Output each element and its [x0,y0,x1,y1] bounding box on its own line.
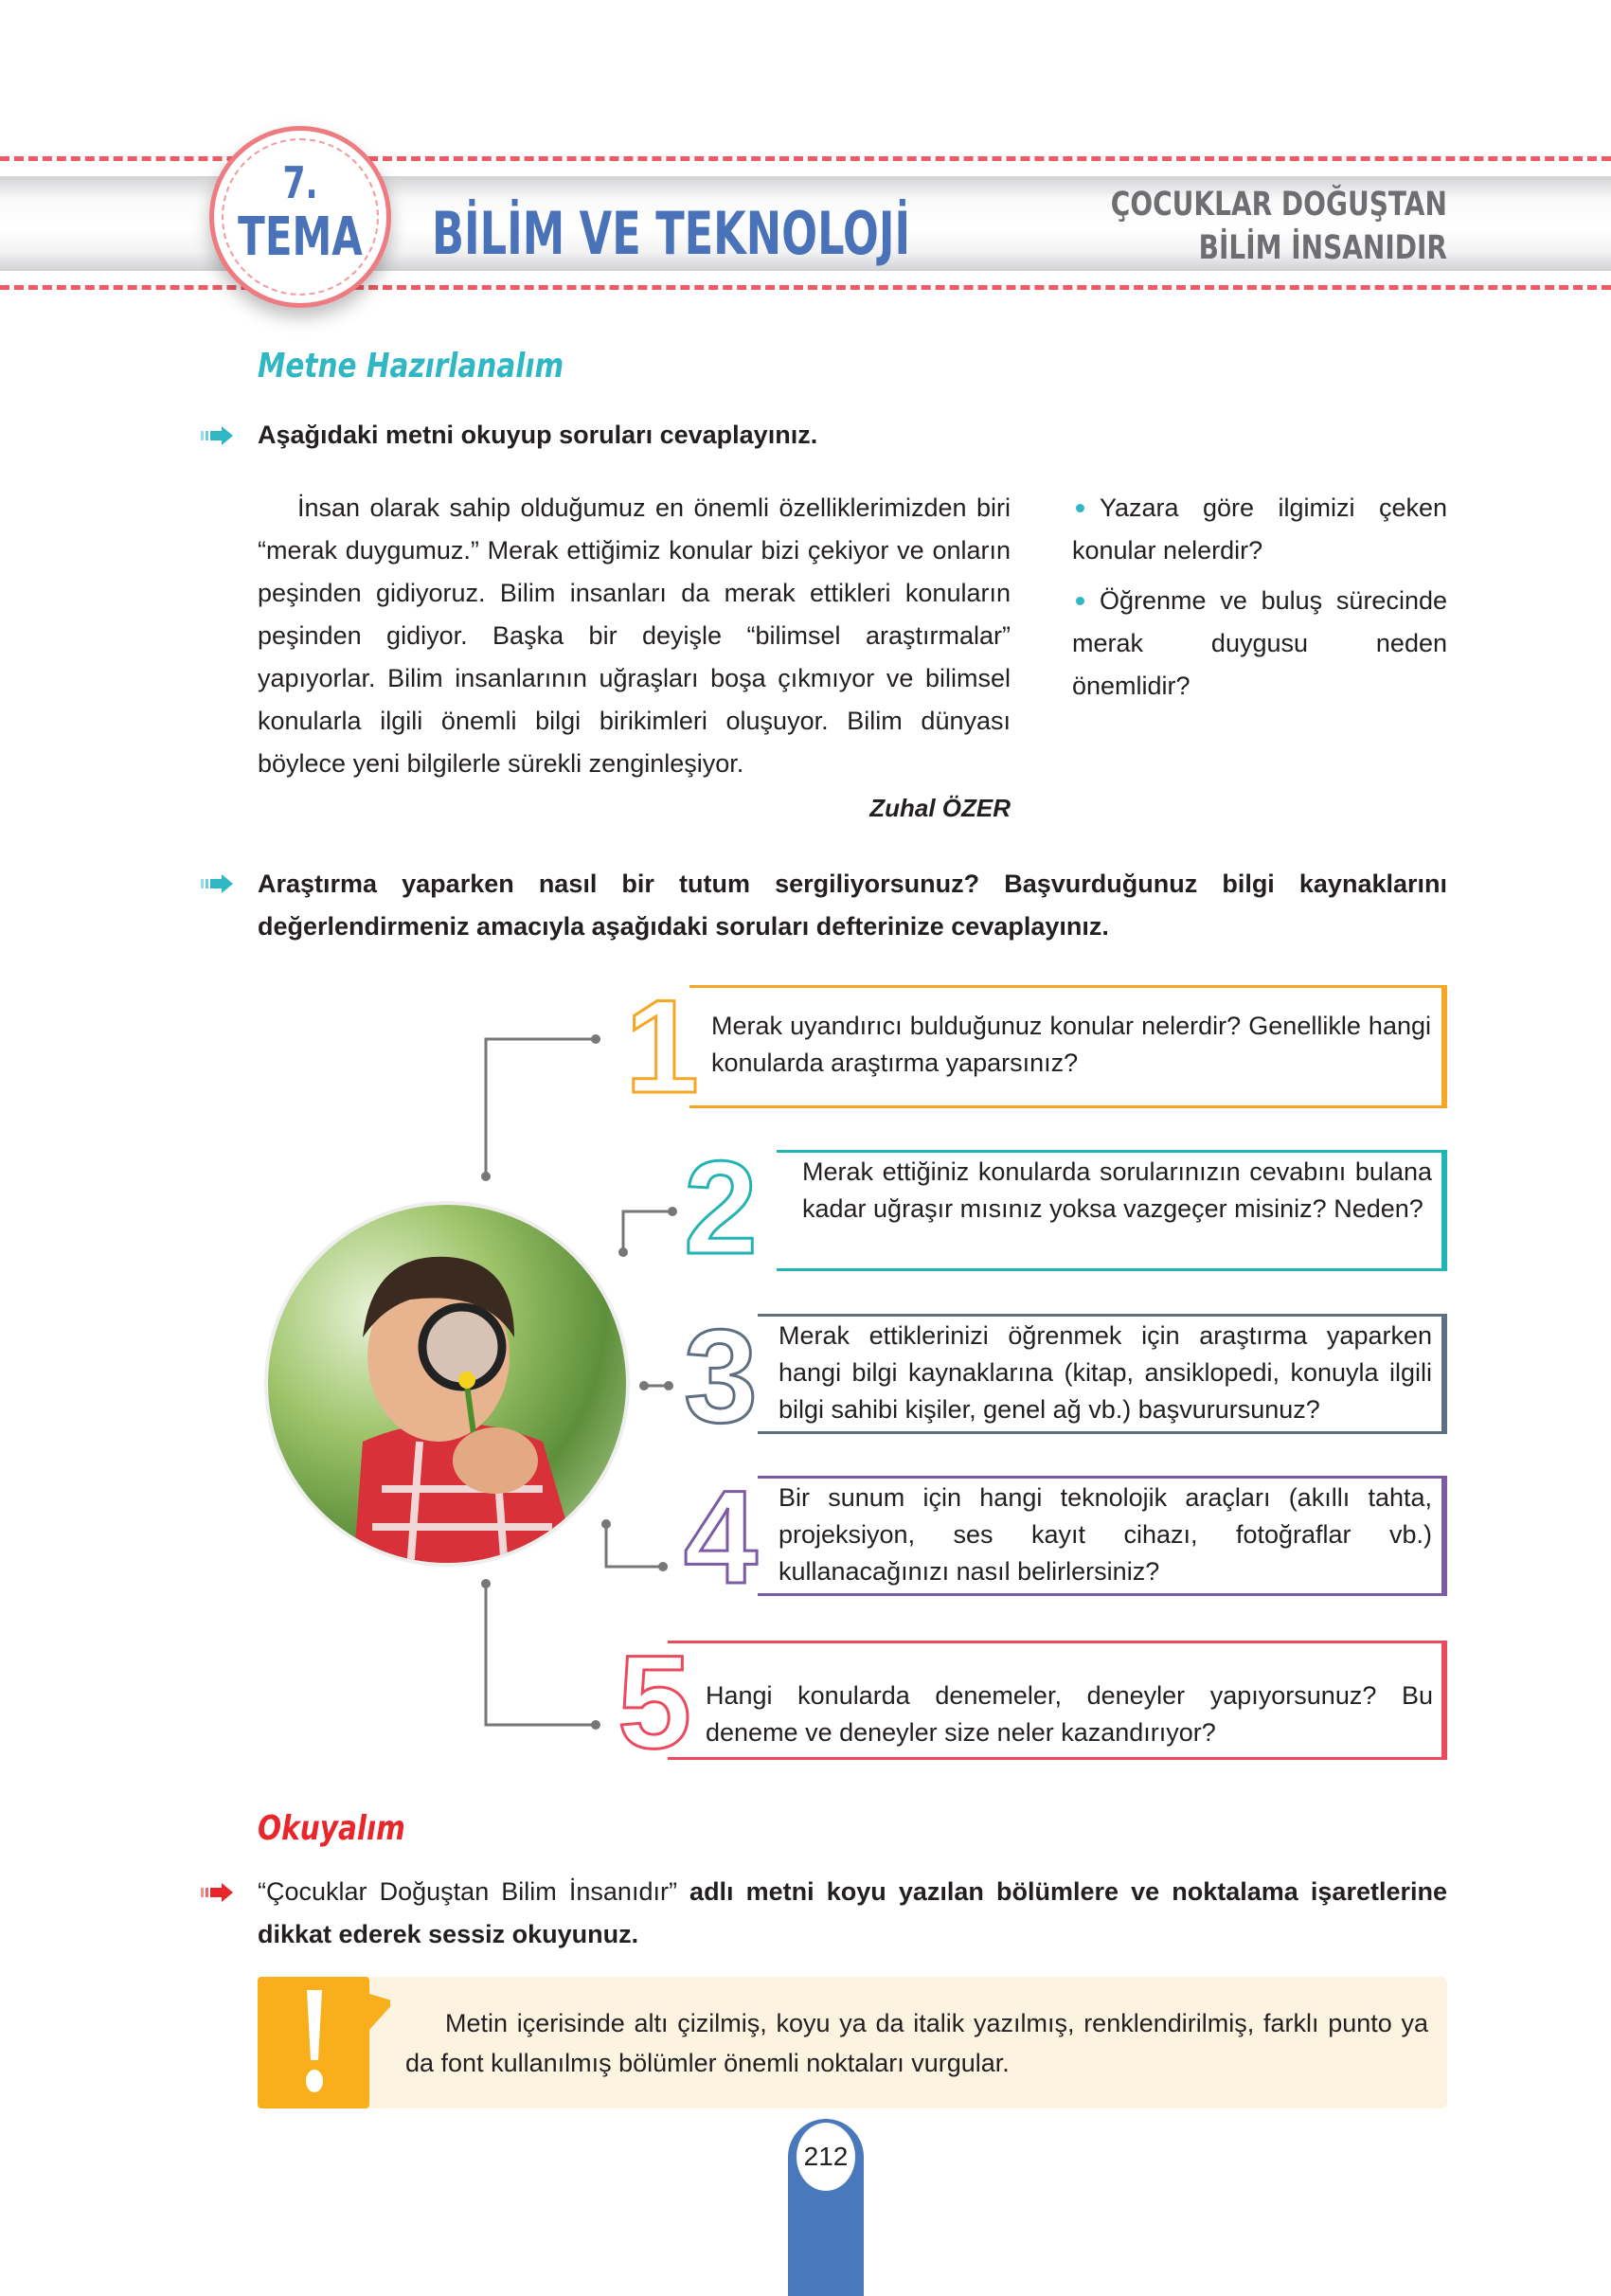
page-number: 212 [797,2123,855,2191]
theme-title: BİLİM VE TEKNOLOJİ [432,199,911,268]
info-note-box [258,1977,1447,2108]
question-text-1: Merak uyandırıcı bulduğunuz konular nelerdir? Genellikle hangi konularda araştırma yaparsınız? [711,1012,1431,1077]
author: Zuhal ÖZER [869,794,1011,822]
number-2-icon: 2 [684,1133,758,1282]
section-heading-prepare: Metne Hazırlanalım [258,347,564,386]
theme-word: TEMA [238,206,363,268]
reading-paragraph: İnsan olarak sahip olduğumuz en önemli özelliklerimizden biri “merak duygumuz.” Merak ettiğimiz konular bizi çekiyor ve onların peşinden gidiyoruz. Bilim insanları da merak ettikleri konuların peşinden gidiyor. Başka bir deyişle “bilimsel araştırmalar” yapıyorlar. Bilim insanlarının uğraşları boşa çıkmıyor ve bilimsel konularla ilgili önemli bilgi birikimleri oluşuyor. Bilim dünyası böylece yeni bilgilerle sürekli zenginleşiyor. [258,493,1011,778]
instruction-read: Aşağıdaki metni okuyup soruları cevaplayınız. [258,421,818,449]
theme-number: 7. [282,157,318,208]
text-title-quote: “Çocuklar Doğuştan Bilim İnsanıdır” [258,1877,677,1906]
instruction-silent-reading [258,1871,1447,1956]
text-title-line1: ÇOCUKLAR DOĞUŞTAN [1110,186,1447,224]
question-text-3: Merak ettiklerinizi öğrenmek için araştırma yaparken hangi bilgi kaynaklarına (kitap, ansiklopedi, konuyla ilgili bilgi sahibi kişiler, genel ağ vb.) başvurursunuz? [779,1321,1432,1424]
instruction-rest: adlı metni koyu yazılan bölümlere ve noktalama işaretlerine dikkat ederek sessiz okuyunuz. [258,1877,1447,1948]
question-text: Öğrenme ve buluş sürecinde merak duygusu neden önemlidir? [1072,586,1447,700]
number-1-icon: 1 [625,972,699,1121]
number-4-icon: 4 [684,1462,758,1611]
instruction-research: Araştırma yaparken nasıl bir tutum sergiliyorsunuz? Başvurduğunuz bilgi kaynaklarını değerlendirmeniz amacıyla aşağıdaki soruları defterinize cevaplayınız. [258,870,1447,941]
question-text-2: Merak ettiğiniz konularda sorularınızın cevabını bulana kadar uğraşır mısınız yoksa vazgeçer misiniz? Neden? [802,1157,1432,1223]
number-3-icon: 3 [684,1301,758,1450]
question-text: Yazara göre ilgimizi çeken konular nelerdir? [1072,493,1447,565]
question-text-5: Hangi konularda denemeler, deneyler yapıyorsunuz? Bu deneme ve deneyler size neler kazandırıyor? [706,1681,1433,1747]
text-title-line2: BİLİM İNSANIDIR [1198,229,1447,267]
exclamation-icon [258,1977,369,2108]
arrow-icon [201,1882,235,1903]
number-5-icon: 5 [618,1627,691,1776]
question-text-4: Bir sunum için hangi teknolojik araçları (akıllı tahta, projeksiyon, ses kayıt cihazı, fotoğraflar vb.) kullanacağınızı nasıl belirlersiniz? [779,1483,1432,1586]
section-heading-reading: Okuyalım [258,1809,405,1848]
info-note-text: Metin içerisinde altı çizilmiş, koyu ya da italik yazılmış, renklendirilmiş, farklı punto ya da font kullanılmış bölümler önemli noktaları vurgular. [405,2009,1428,2077]
